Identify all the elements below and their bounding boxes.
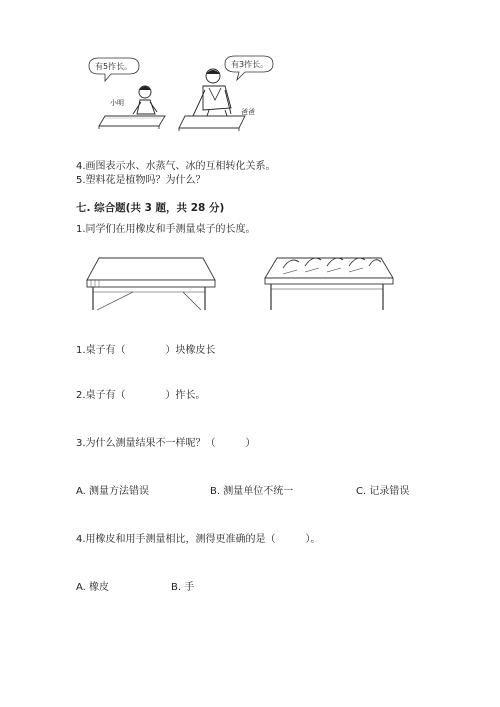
option-3a: A. 测量方法错误	[76, 486, 150, 497]
bubble-right-text: 有3拃长。	[231, 60, 269, 69]
sub-question-1: 1.桌子有（ ）块橡皮长	[76, 345, 216, 356]
label-xiaoming: 小明	[110, 99, 124, 107]
sub-question-4: 4.用橡皮和用手测量相比，测得更准确的是（ ）。	[76, 534, 321, 545]
option-4a: A. 橡皮	[76, 582, 110, 593]
option-4b: B. 手	[171, 582, 195, 593]
dad-figure	[193, 69, 231, 116]
question-5: 5.塑料花是植物吗？为什么？	[76, 175, 206, 186]
sub-question-3: 3.为什么测量结果不一样呢？（ ）	[76, 438, 256, 449]
tables-illustration	[83, 248, 403, 318]
sub-question-2: 2.桌子有（ ）拃长。	[76, 390, 206, 401]
bubble-left-text: 有5拃长。	[95, 62, 133, 71]
label-baba: 爸爸	[241, 108, 255, 116]
table-hands	[265, 258, 393, 310]
right-table	[179, 116, 245, 131]
question-intro: 1.同学们在用橡皮和手测量桌子的长度。	[76, 224, 256, 235]
question-4: 4.画图表示水、水蒸气、冰的互相转化关系。	[76, 161, 276, 172]
table-eraser	[87, 258, 215, 310]
option-3b: B. 测量单位不统一	[210, 486, 294, 497]
boy-figure	[133, 86, 157, 114]
option-3c: C. 记录错误	[356, 486, 410, 497]
left-table	[99, 116, 165, 129]
section-title: 七. 综合题(共 3 题，共 28 分)	[76, 202, 225, 214]
